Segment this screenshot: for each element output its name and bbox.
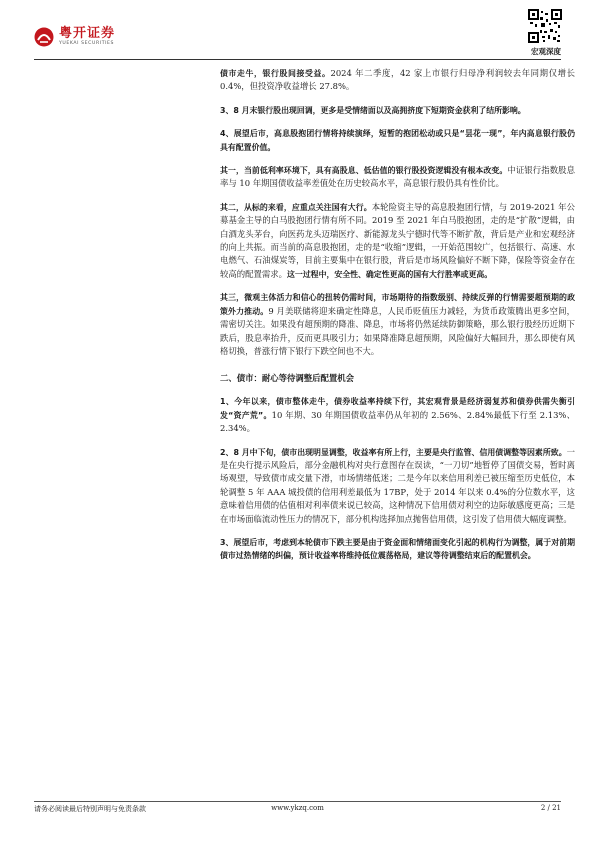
header-tag: 宏观深度: [531, 47, 561, 56]
footer-url: www.ykzq.com: [271, 804, 324, 812]
bond-paragraph-3-lead: 3、展望后市，考虑到本轮债市下跌主要是由于资金面和情绪面变化引起的机构行为调整，属于对前期债市过热情绪的纠偏，预计收益率将维持低位震荡格局，建议等待调整结束后的配置机会。: [220, 537, 575, 561]
bond-paragraph-1-lead: 1、今年以来，债市整体走牛，债券收益率持续下行，其宏观背景是经济弱复苏和债券供需失衡引发“资产荒”。: [220, 397, 575, 420]
bond-paragraph-1-body: 10 年期、30 年期国债收益率仍从年初的 2.56%、2.84%最低下行至 2.13%、2.34%。: [220, 409, 575, 434]
paragraph-1-lead: 债市走牛，银行股间接受益。: [220, 69, 331, 78]
paragraph-5-body: 本轮险资主导的高息股抱团行情，与 2019-2021 年公募基金主导的白马股抱团行情有所不同。2019 至 2021 年白马股抱团，走的是“扩散”逻辑，由白酒龙头茅台，向医药龙头迈瑞医疗、新能源龙头宁德时代等不断扩散，背后是产业和宏观经济的向上共振。而当前的高息股抱团，走的是“收缩”逻辑，一开始范围较广，包括银行、高速、水电燃气、石油煤炭等，目前主要集中在银行股，背后是市场风险偏好不断下降，保险等资金存在较高的配置需求。: [220, 201, 575, 279]
paragraph-2-lead: 3、8 月末银行股出现回调，更多是受情绪面以及高拥挤度下短期资金获利了结所影响。: [220, 105, 526, 115]
header-rule: [34, 59, 561, 60]
footer-rule: [34, 801, 561, 802]
page-header: [0, 0, 595, 62]
company-logo: [34, 27, 115, 47]
bond-paragraph-1: [220, 395, 575, 435]
logo-name-cn: 粤开证券: [59, 26, 116, 42]
paragraph-5-conclusion: 这一过程中，安全性、确定性更高的国有大行胜率或更高。: [287, 269, 493, 279]
paragraph-5: [220, 201, 575, 281]
paragraph-4: [220, 164, 575, 191]
bond-paragraph-2-body: 一是在央行提示风险后，部分金融机构对央行意图存在误读，“一刀切”地暂停了国债交易，暂时离场观望，导致债市成交量下滑，市场情绪低迷；二是今年以来信用利差已被压缩至历史低位，本轮调整 5 年 AAA 城投债的信用利差最低为 17BP，处于 2014 年以来 0.4%的分位数水平，这意味着信用债的估值相对利率债来说已较高，这种情况下信用债对利空的边际敏感度更高；三是在市场面临流动性压力的情况下，部分机构选择加点抛售信用债，这引发了信用债大幅度调整。: [220, 446, 575, 524]
paragraph-6: [220, 291, 575, 358]
qr-code-icon: [528, 9, 562, 43]
bond-paragraph-3: [220, 536, 575, 563]
bond-paragraph-2-lead: 2、8 月中下旬，债市出现明显调整，收益率有所上行，主要是央行监管、信用债调整等因素所致。: [220, 447, 567, 457]
section-title-bond-market: 二、债市：耐心等待调整后配置机会: [220, 373, 354, 384]
paragraph-6-body: 9 月美联储将迎来确定性降息，人民币贬值压力减轻，为货币政策腾出更多空间，需密切关注。如果没有超预期的降准、降息，市场将仍然延续防御策略，那么银行股经历近期下跌后，股息率抬升，反而更具吸引力；如果降准降息超预期，风险偏好大幅回升，那么即使有风格切换，普涨行情下银行下跌空间也不大。: [220, 305, 575, 356]
logo-name-en: YUEKAI SECURITIES: [59, 41, 115, 47]
footer-page-number: 2 / 21: [540, 804, 561, 812]
footer-disclaimer: 请务必阅读最后特别声明与免责条款: [34, 805, 146, 813]
paragraph-2: [220, 104, 575, 117]
paragraph-1: [220, 67, 575, 94]
paragraph-3-lead: 4、展望后市，高息股抱团行情将持续演绎，短暂的抱团松动或只是“昙花一现”，年内高息银行股仍具有配置价值。: [220, 129, 575, 152]
logo-mark-icon: [34, 27, 54, 47]
paragraph-5-lead: 其二，从标的来看，应重点关注国有大行。: [220, 202, 372, 212]
paragraph-1-body: 2024 年二季度，42 家上市银行归母净利润较去年同期仅增长 0.4%，但投资净收益增长 27.8%。: [220, 68, 575, 92]
paragraph-4-lead: 其一，当前低利率环境下，具有高股息、低估值的银行股投资逻辑没有根本改变。: [220, 166, 508, 176]
paragraph-4-body: 中证银行指数股息率与 10 年期国债收益率差值处在历史较高水平，高息银行股仍具有性价比。: [220, 165, 575, 189]
paragraph-3: [220, 127, 575, 154]
bond-paragraph-2: [220, 446, 575, 526]
main-content: [220, 67, 575, 573]
paragraph-6-lead: 其三，微观主体活力和信心的扭转仍需时间，市场期待的指数级别、持续反弹的行情需要超预期的政策外力推动。: [220, 293, 575, 316]
